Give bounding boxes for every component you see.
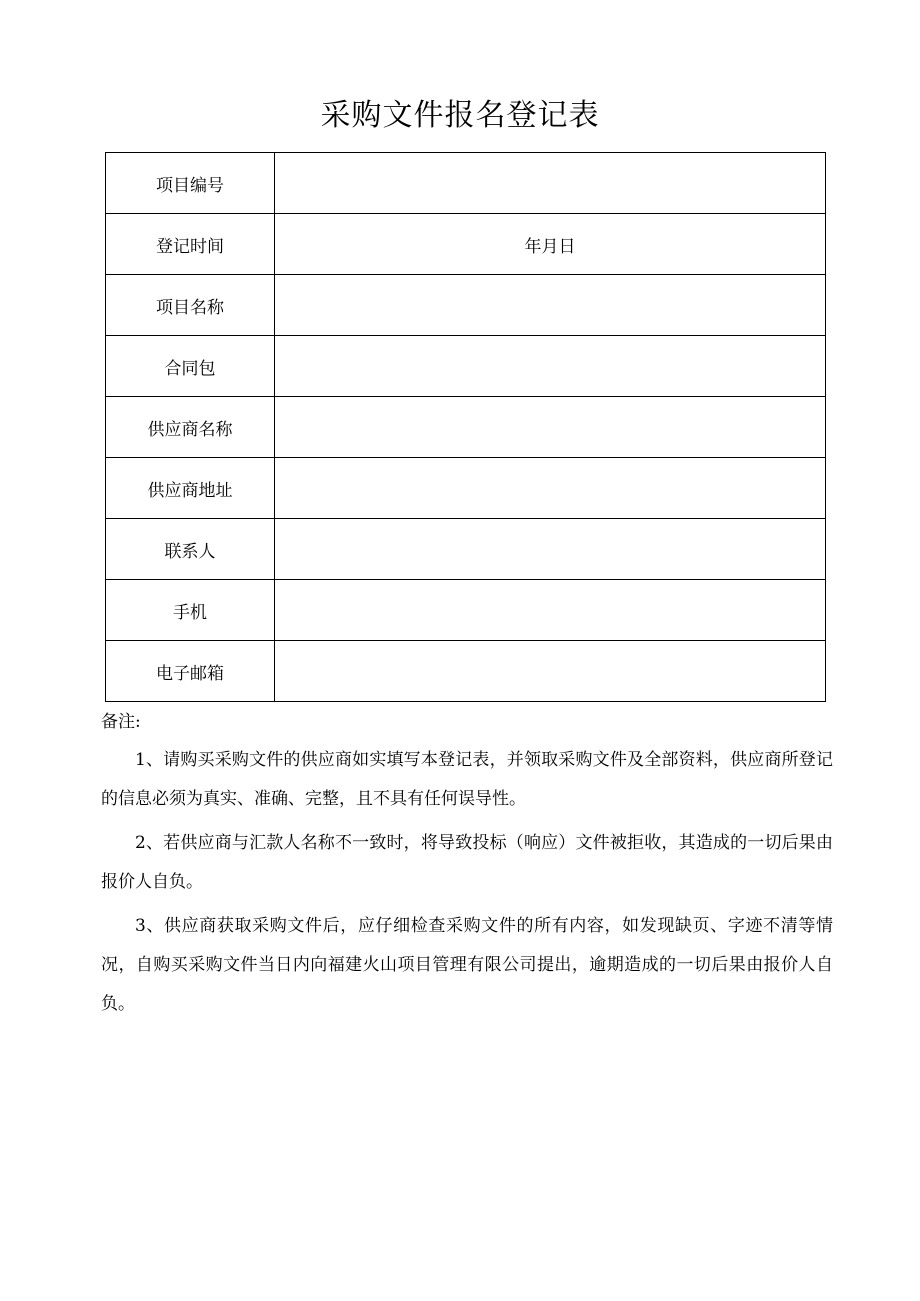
table-row <box>106 336 826 397</box>
field-label-registration-time: 登记时间 <box>106 214 275 275</box>
table-row <box>106 275 826 336</box>
field-label-project-name: 项目名称 <box>106 275 275 336</box>
table-row <box>106 458 826 519</box>
field-value-registration-time[interactable]: 年月日 <box>275 214 826 275</box>
table-row <box>106 214 826 275</box>
table-row <box>106 519 826 580</box>
notes-heading: 备注: <box>101 712 141 732</box>
note-item-1: 1、请购买采购文件的供应商如实填写本登记表，并领取采购文件及全部资料，供应商所登记的信息必须为真实、准确、完整，且不具有任何误导性。 <box>101 750 833 809</box>
field-label-mobile: 手机 <box>106 580 275 641</box>
table-row <box>106 580 826 641</box>
field-value-supplier-address[interactable] <box>275 458 826 519</box>
field-value-contract-package[interactable] <box>275 336 826 397</box>
registration-table <box>105 152 826 702</box>
field-label-email: 电子邮箱 <box>106 641 275 702</box>
field-value-supplier-name[interactable] <box>275 397 826 458</box>
field-label-project-number: 项目编号 <box>106 153 275 214</box>
field-value-project-number[interactable] <box>275 153 826 214</box>
field-label-contact-person: 联系人 <box>106 519 275 580</box>
field-value-email[interactable] <box>275 641 826 702</box>
table-row <box>106 153 826 214</box>
field-value-mobile[interactable] <box>275 580 826 641</box>
page-title: 采购文件报名登记表 <box>320 98 600 133</box>
table-row <box>106 397 826 458</box>
field-value-project-name[interactable] <box>275 275 826 336</box>
note-item-3: 3、供应商获取采购文件后，应仔细检查采购文件的所有内容，如发现缺页、字迹不清等情况，自购买采购文件当日内向福建火山项目管理有限公司提出，逾期造成的一切后果由报价人自负。 <box>101 916 833 1014</box>
note-item-2: 2、若供应商与汇款人名称不一致时，将导致投标（响应）文件被拒收，其造成的一切后果由报价人自负。 <box>101 833 833 892</box>
field-value-contact-person[interactable] <box>275 519 826 580</box>
field-label-contract-package: 合同包 <box>106 336 275 397</box>
field-label-supplier-name: 供应商名称 <box>106 397 275 458</box>
table-row <box>106 641 826 702</box>
notes-section <box>101 708 833 1024</box>
field-label-supplier-address: 供应商地址 <box>106 458 275 519</box>
